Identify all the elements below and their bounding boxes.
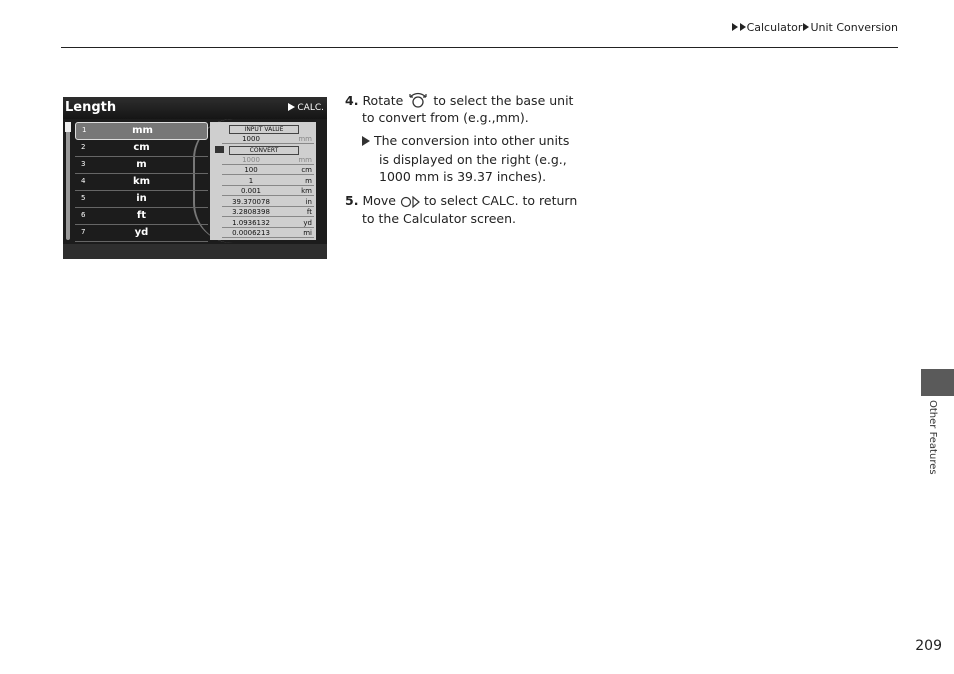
conversion-unit: m [305,177,312,185]
header-rule [61,47,898,48]
conversion-panel [210,122,316,240]
list-item-unit: yd [134,227,149,238]
input-value-row [222,135,314,144]
conversion-value: 100 [244,166,258,174]
calculator-icon [215,146,224,153]
conversion-unit: in [305,198,312,206]
step-keyword: CALC. [481,193,519,208]
step-text: ). [519,110,529,125]
conversion-value: 1 [248,177,254,185]
step-text: Move [362,193,396,208]
list-item[interactable] [75,191,208,208]
step-4-result [362,133,569,148]
step-text: to the Calculator screen. [362,211,516,226]
conversion-unit: yd [303,219,312,227]
list-item-unit: mm [132,125,153,136]
scrollbar[interactable] [66,122,70,240]
calc-button[interactable] [288,103,324,113]
list-item-unit: cm [133,142,150,153]
list-item[interactable] [75,122,208,140]
step-number: 4. [345,93,359,108]
conversion-unit: km [301,187,312,195]
section-tab-label: Other Features [927,400,938,475]
page-number: 209 [915,638,942,654]
list-item-unit: m [136,159,147,170]
input-value-label: INPUT VALUE [229,125,299,134]
conversion-unit: mi [303,229,312,237]
list-item-number: 3 [81,160,86,168]
conversion-row [222,208,314,217]
conversion-value: 1.0936132 [232,219,270,227]
list-item[interactable] [75,140,208,157]
list-item-number: 5 [81,194,86,202]
conversion-row [222,156,314,165]
result-text: 1000 mm is 39.37 inches). [379,169,547,184]
conversion-unit: cm [301,166,312,174]
calc-label: CALC. [297,103,324,113]
step-text: to convert from (e.g., [362,110,496,125]
conversion-row [222,187,314,196]
conversion-row [222,166,314,175]
conversion-unit: ft [306,208,312,216]
breadcrumb-arrow-icon [740,23,746,31]
step-text: to select [423,193,478,208]
screen-title: Length [65,100,117,115]
list-item-number: 4 [81,177,86,185]
conversion-value: 0.0006213 [232,229,270,237]
conversion-value: 39.370078 [232,198,270,206]
list-item[interactable] [75,174,208,191]
step-number: 5. [345,193,359,208]
list-item-number: 7 [81,228,86,236]
list-item-number: 2 [81,143,86,151]
conversion-value: 0.001 [240,187,262,195]
screen-footer [63,244,327,259]
result-text: is displayed on the right (e.g., [379,152,567,167]
scrollbar-thumb[interactable] [65,122,71,132]
conversion-row [222,229,314,238]
convert-label: CONVERT [229,146,299,155]
play-arrow-icon [288,103,295,111]
list-item-unit: in [136,193,147,204]
step-text: to return [522,193,578,208]
conversion-row [222,219,314,228]
conversion-row [222,177,314,186]
list-item-number: 6 [81,211,86,219]
step-keyword: mm [495,110,520,125]
list-item[interactable] [75,208,208,225]
conversion-unit: mm [298,156,312,164]
list-item[interactable] [75,225,208,242]
list-item-unit: km [132,176,151,187]
list-item-unit: ft [136,210,147,221]
breadcrumb-item[interactable]: Unit Conversion [810,21,898,34]
step-text: Rotate [362,93,404,108]
conversion-row [222,198,314,207]
input-unit: mm [298,135,312,143]
breadcrumb-item[interactable]: Calculator [746,21,803,34]
breadcrumb [731,21,898,34]
breadcrumb-arrow-icon [803,23,809,31]
list-item-number: 1 [82,126,87,134]
result-arrow-icon [362,136,370,146]
conversion-value: 1000 [242,156,260,164]
step-4-line-2 [362,109,529,127]
conversion-value: 3.2808398 [232,208,270,216]
unit-list [75,122,208,242]
input-value: 1000 [242,135,260,143]
result-text: The conversion into other units [373,133,570,148]
list-item[interactable] [75,157,208,174]
section-tab[interactable] [921,369,954,396]
unit-conversion-screenshot [63,97,327,259]
breadcrumb-arrow-icon [732,23,738,31]
step-text: to select the base unit [433,93,574,108]
